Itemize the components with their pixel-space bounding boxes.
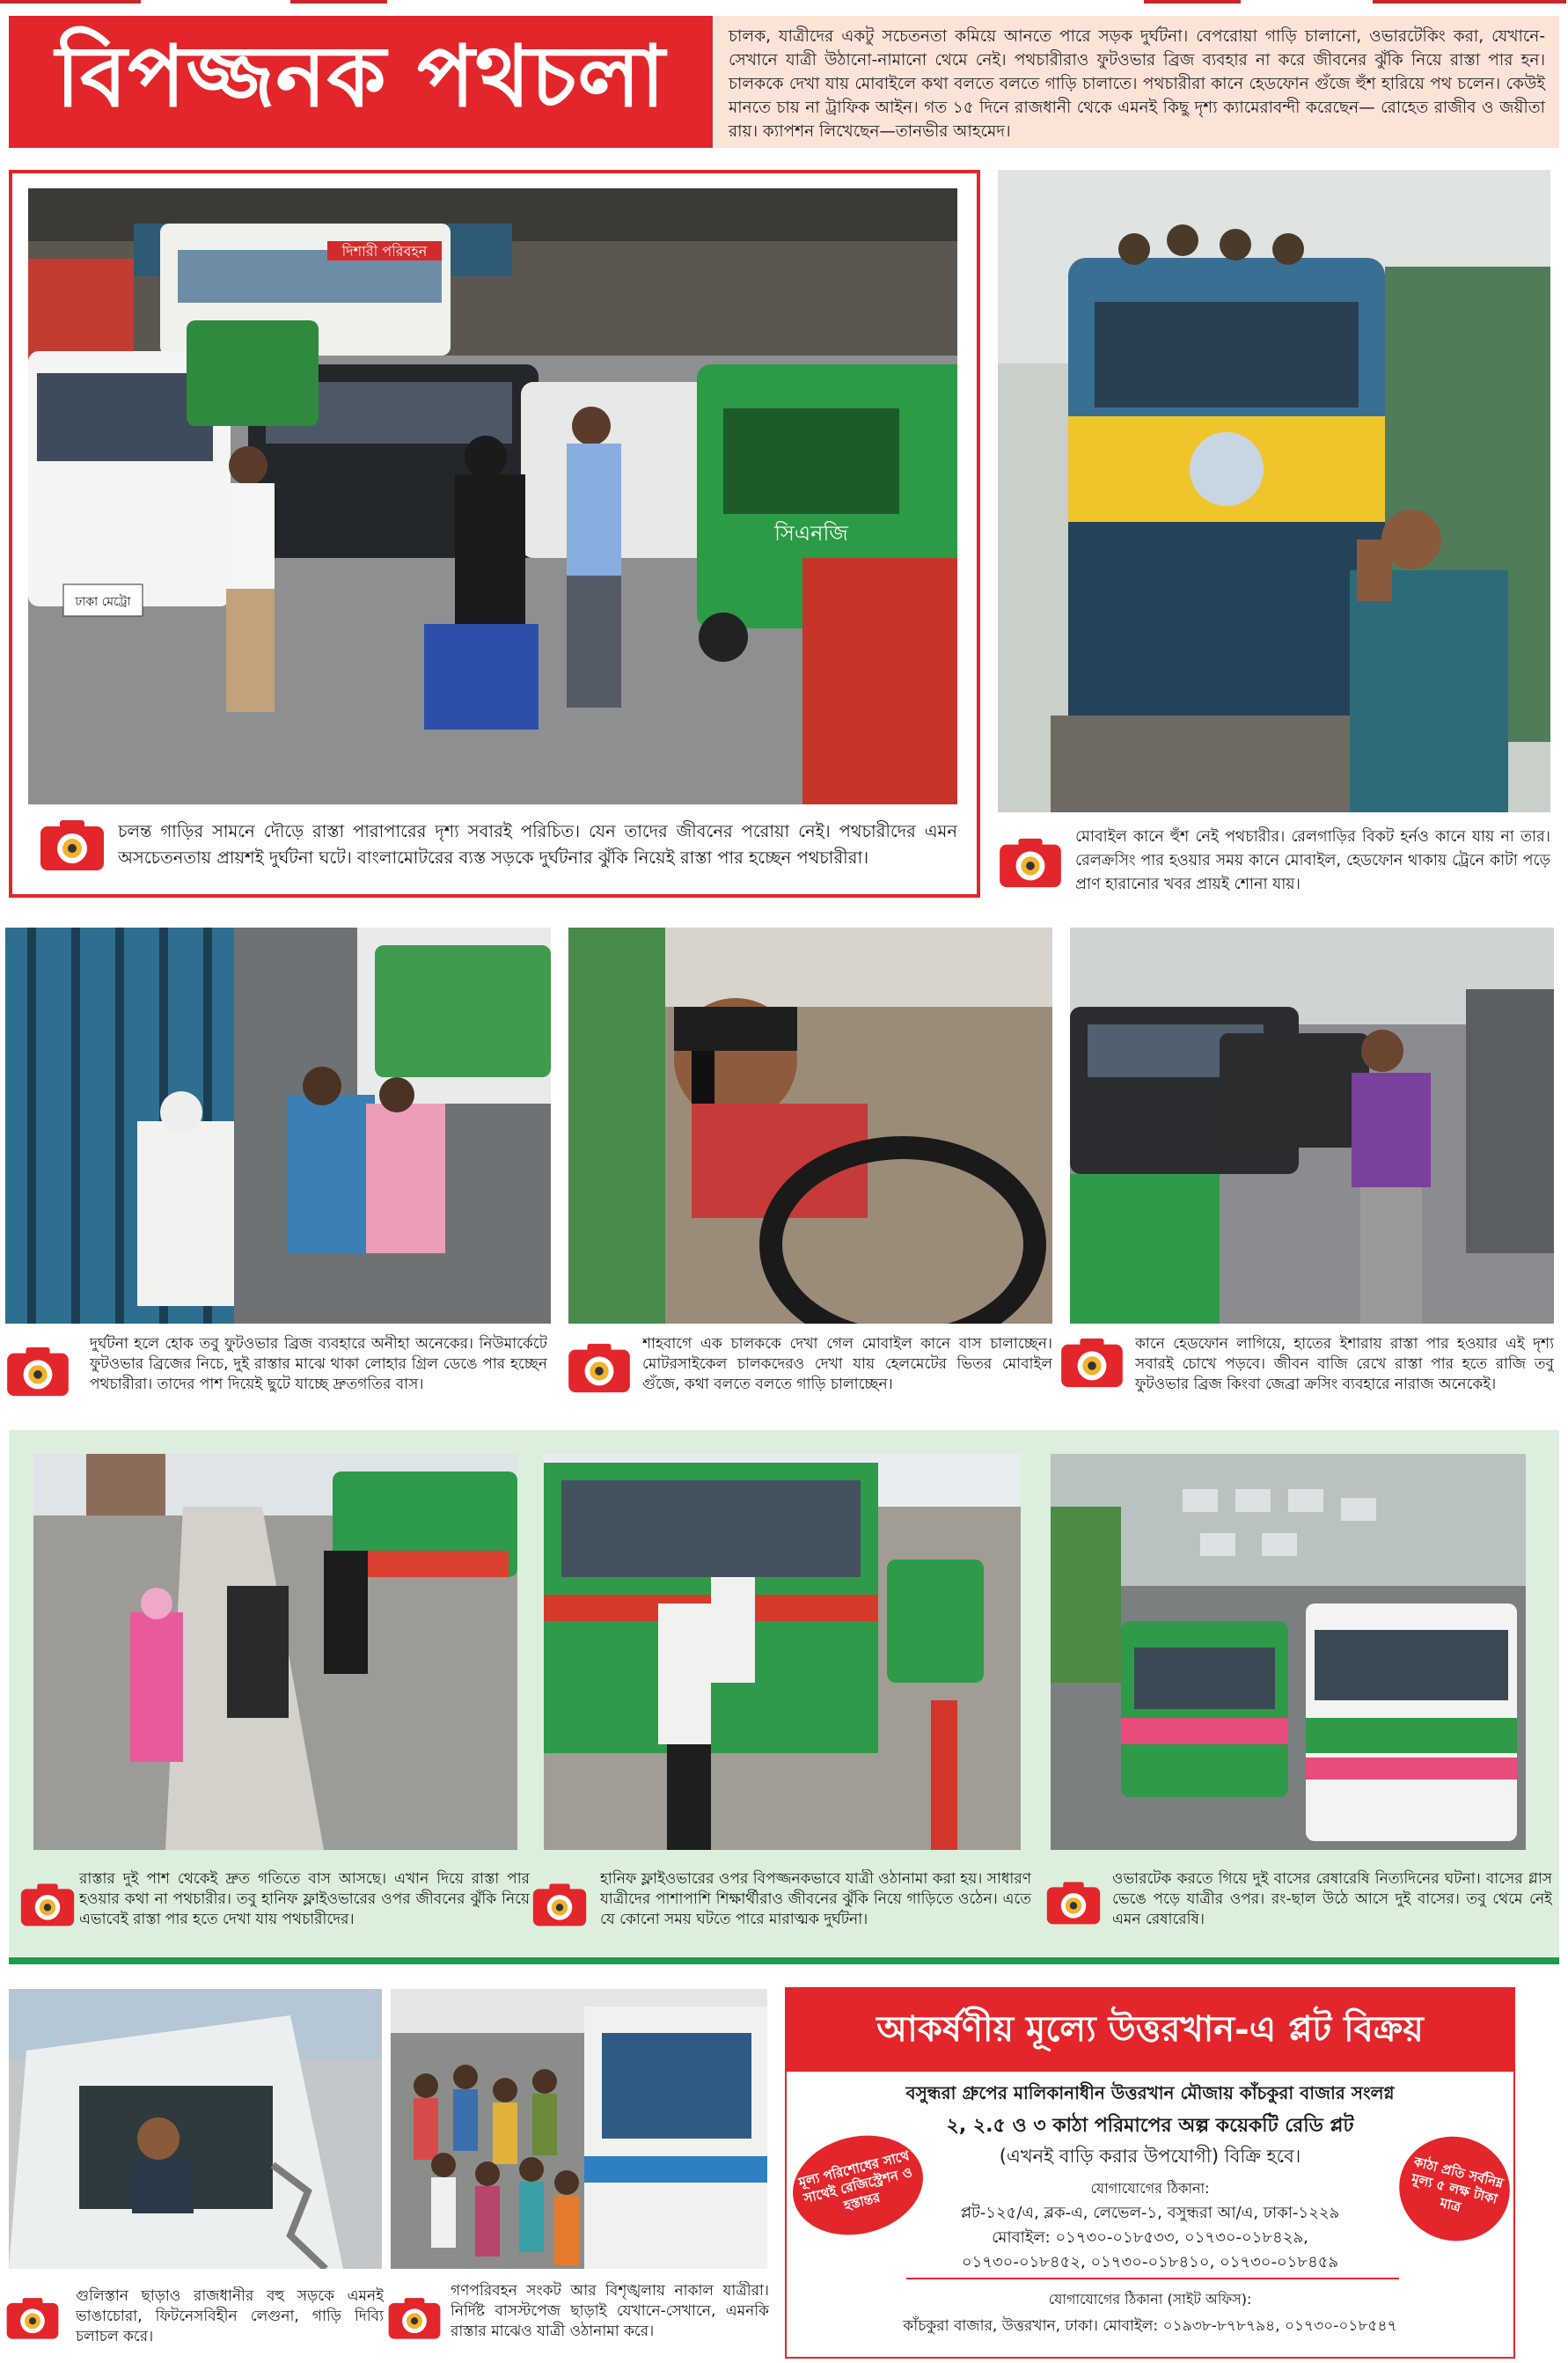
caption-1: চলন্ত গাড়ির সামনে দৌড়ে রাস্তা পারাপারের দৃশ্য সবারই পরিচিত। যেন তাদের জীবনের পরোয়া নেই। পথচারীদের এমন অসচেতনতায় প্রায়শই দুর্ঘটনা ঘটে। বাংলামোটরের ব্যস্ত সড়কে দুর্ঘটনার ঝুঁকি নিয়েই রাস্তা পার হচ্ছেন পথচারীরা।	[118, 821, 957, 868]
driver-phone-photo	[568, 928, 1052, 1324]
divider-crossing-photo	[33, 1454, 517, 1850]
caption-10: গণপরিবহন সংকট আর বিশৃঙ্খলায় নাকাল যাত্রীরা। নির্দিষ্ট বাসস্টপেজ ছাড়াই যেখানে-সেখানে, এমনকি রাস্তার মাঝেও যাত্রী ওঠানামা করে।	[451, 2282, 769, 2340]
crowd-bus-stop-photo	[391, 1989, 767, 2269]
camera-icon	[567, 1341, 632, 1394]
page-title: বিপজ্জনক পথচলা	[9, 16, 713, 148]
caption-4: শাহবাগে এক চালককে দেখা গেল মোবাইল কানে বাস চালাচ্ছেন। মোটরসাইকেল চালকদেরও দেখা যায় হেলমেটের ভিতর মোবাইল গুঁজে, কথা বলতে বলতে গাড়ি চালাচ্ছেন।	[642, 1335, 1052, 1393]
bus-sign: দিশারী পরিবহন	[341, 243, 428, 260]
camera-icon	[387, 2295, 442, 2341]
ad-line-2: ২, ২.৫ ও ৩ কাঠা পরিমাপের অল্প কয়েকটি রেডি প্লট	[946, 2115, 1354, 2137]
price-badge: কাঠা প্রতি সর্বনিম্ন মূল্য ৫ লক্ষ টাকা মাত্র	[1388, 2125, 1521, 2253]
camera-icon	[1059, 1336, 1125, 1389]
section-divider	[9, 1957, 1559, 1964]
caption-2: মোবাইল কানে হুঁশ নেই পথচারীর। রেলগাড়ির বিকট হর্নও কানে যায় না তার। রেলক্রসিং পার হওয়ার সময় কানে মোবাইল, হেডফোন থাকায় ট্রেনে কাটা পড়ে প্রাণ হারানোর খবর প্রায়ই শোনা যায়।	[1075, 828, 1550, 893]
camera-icon	[19, 1882, 76, 1927]
bus-overtake-photo	[1051, 1454, 1526, 1850]
camera-icon	[998, 836, 1063, 889]
camera-icon	[5, 1345, 70, 1398]
site-office-label: যোগাযোগের ঠিকানা (সাইট অফিস):	[1048, 2291, 1252, 2308]
ad-line-3: (এখনই বাড়ি করার উপযোগী) বিক্রি হবে।	[999, 2146, 1301, 2167]
caption-6: রাস্তার দুই পাশ থেকেই দ্রুত গতিতে বাস আসছে। এখান দিয়ে রাস্তা পার হওয়ার কথা না পথচারীর। তবু হানিফ ফ্লাইওভারের ওপর জীবনের ঝুঁকি নিয়ে এভাবেই রাস্তা পার হতে দেখা যায় পথচারীদের।	[79, 1870, 530, 1928]
caption-8: ওভারটেক করতে গিয়ে দুই বাসের রেষারেষি নিত্যদিনের ঘটনা। বাসের গ্লাস ভেঙে পড়ে যাত্রীর ওপর। রং-ছাল উঠে আসে দুই বাসের। তবু থেমে নেই এমন রেষারেষি।	[1112, 1870, 1552, 1928]
camera-icon	[5, 2295, 60, 2341]
headphone-pedestrian-photo	[1070, 928, 1554, 1324]
caption-7: হানিফ ফ্লাইওভারের ওপর বিপজ্জনকভাবে যাত্রী ওঠানামা করা হয়। সাধারণ যাত্রীদের পাশাপাশি শিক্ষার্থীরাও জীবনের ঝুঁকি নিয়ে গাড়িতে ওঠেন। এতে যে কোনো সময় ঘটতে পারে মারাত্মক দুর্ঘটনা।	[600, 1870, 1031, 1928]
cng-label: সিএনজি	[774, 521, 848, 546]
caption-3: দুর্ঘটনা হলে হোক তবু ফুটওভার ব্রিজ ব্যবহারে অনীহা অনেকের। নিউমার্কেটে ফুটওভার ব্রিজের নিচে, দুই রাস্তার মাঝে থাকা লোহার গ্রিল ডেঙে পার হচ্ছেন পথচারীরা। তাদের পাশ দিয়েই ছুটে যাচ্ছে দ্রুতগতির বাস।	[90, 1335, 547, 1393]
ad-line-1: বসুন্ধরা গ্রুপের মালিকানাধীন উত্তরখান মৌজায় কাঁচকুরা বাজার সংলগ্ন	[905, 2082, 1395, 2103]
registration-badge: মূল্য পরিশোধের সাথে সাথেই রেজিস্ট্রেশন ও হস্তান্তর	[782, 2122, 934, 2248]
ad-headline: আকর্ষণীয় মূল্যে উত্তরখান-এ প্লট বিক্রয়	[787, 1989, 1513, 2072]
camera-icon	[531, 1882, 588, 1927]
camera-icon	[1045, 1880, 1102, 1926]
number-plate: ঢাকা মেট্রো	[75, 595, 131, 609]
contact-phones-1: মোবাইল: ০১৭৩০-০১৮৫৩৩, ০১৭৩০-০১৮৪২৯,	[992, 2228, 1308, 2247]
train-photo	[998, 170, 1550, 812]
camera-icon	[39, 818, 106, 872]
damaged-legona-photo	[9, 1989, 382, 2269]
site-office-line: কাঁচকুরা বাজার, উত্তরখান, ঢাকা। মোবাইল: ০১৯৩৮-৮৭৮৭৯৪, ০১৭৩০-০১৮৫৪৭	[903, 2317, 1397, 2335]
ad-divider	[906, 2278, 1399, 2279]
contact-address: প্লট-১২৫/এ, ব্লক-এ, লেভেল-১, বসুন্ধরা আ/এ, ঢাকা-১২২৯	[960, 2204, 1340, 2222]
grill-crossing-photo	[5, 928, 551, 1324]
flyover-boarding-photo	[544, 1454, 1021, 1850]
caption-9: গুলিস্তান ছাড়াও রাজধানীর বহু সড়কে এমনই ভাঙাচোরা, ফিটনেসবিহীন লেগুনা, গাড়ি দিব্যি চলাচল করে।	[76, 2287, 384, 2345]
pedestrians-crossing-photo	[28, 188, 957, 804]
caption-5: কানে হেডফোন লাগিয়ে, হাতের ইশারায় রাস্তা পার হওয়ার এই দৃশ্য সবারই চোখে পড়বে। জীবন বাজি রেখে রাস্তা পার হতে রাজি তবু ফুটওভার ব্রিজ কিংবা জেব্রা ক্রসিং ব্যবহারে নারাজ অনেকেই।	[1135, 1335, 1554, 1393]
contact-label: যোগাযোগের ঠিকানা:	[1090, 2180, 1210, 2197]
intro-text: চালক, যাত্রীদের একটু সচেতনতা কমিয়ে আনতে পারে সড়ক দুর্ঘটনা। বেপরোয়া গাড়ি চালানো, ওভারটেকিং করা, যেখানে-সেখানে যাত্রী উঠানো-নামানো থেমে নেই। পথচারীরাও ফুটওভার ব্রিজ ব্যবহার না করে জীবনের ঝুঁকি নিয়ে রাস্তা পার হন। চালককে দেখা যায় মোবাইলে কথা বলতে বলতে গাড়ি চালাতে। পথচারীরা কানে হেডফোন গুঁজে হুঁশ হারিয়ে পথ চলেন। কেউই মানতে চায় না ট্রাফিক আইন। গত ১৫ দিনে রাজধানী থেকে এমনই কিছু দৃশ্য ক্যামেরাবন্দী করেছেন— রোহেত রাজীব ও জয়ীতা রায়। ক্যাপশন লিখেছেন—তানভীর আহমেদ।	[714, 16, 1559, 148]
contact-phones-2: ০১৭৩০-০১৮৪৫২, ০১৭৩০-০১৮৪১০, ০১৭৩০-০১৮৪৫৯	[961, 2253, 1339, 2271]
top-color-strip	[0, 0, 1568, 5]
